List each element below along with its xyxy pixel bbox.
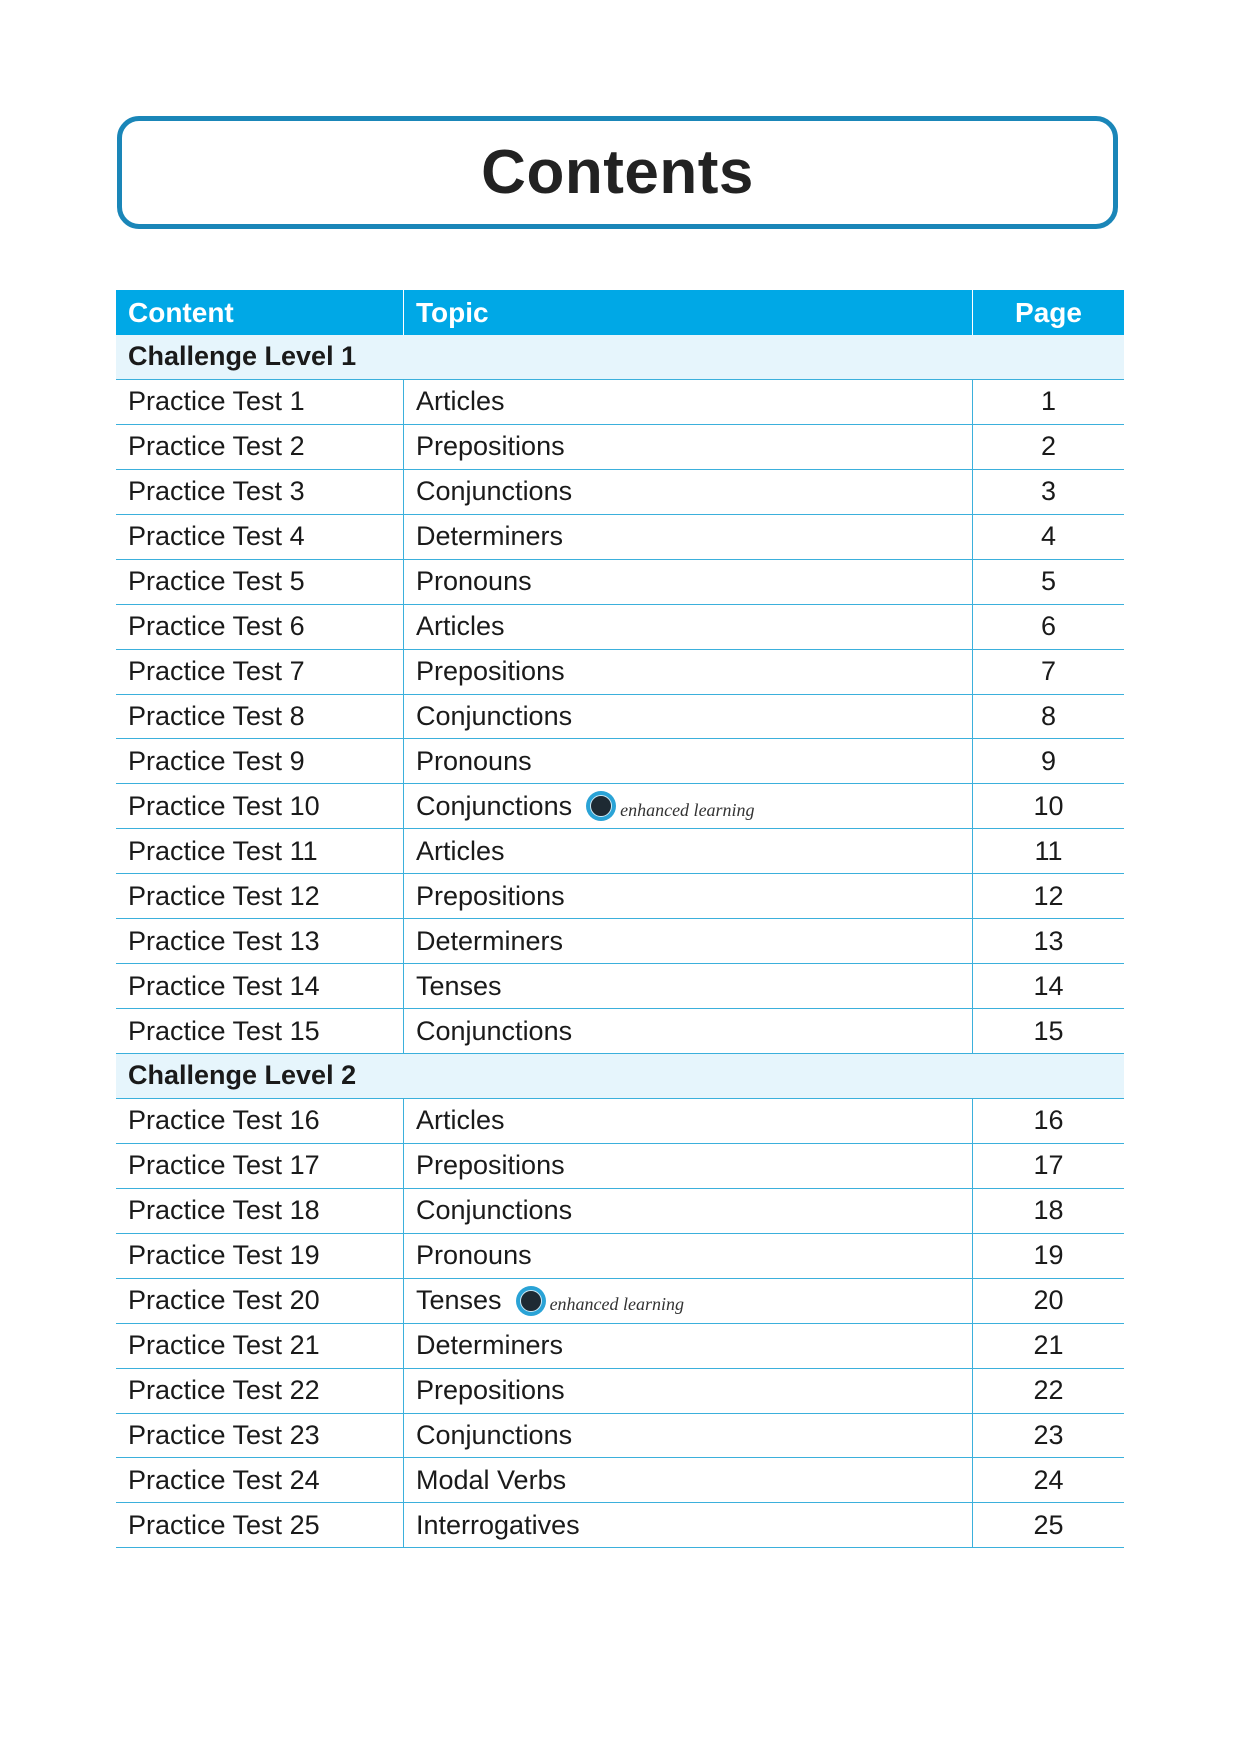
badge-label: enhanced learning bbox=[620, 799, 755, 820]
content-cell: Practice Test 17 bbox=[116, 1144, 404, 1188]
topic-cell bbox=[404, 1279, 973, 1323]
topic-cell bbox=[404, 650, 973, 694]
table-row bbox=[116, 964, 1124, 1009]
topic-cell bbox=[404, 964, 973, 1008]
page-number-cell: 13 bbox=[1033, 925, 1064, 956]
table-row bbox=[116, 874, 1124, 919]
table-body bbox=[116, 335, 1124, 1548]
topic-cell bbox=[404, 1009, 973, 1053]
topic-cell bbox=[404, 919, 973, 963]
page-number-cell: 22 bbox=[1033, 1375, 1064, 1406]
page-number-cell: 4 bbox=[1040, 521, 1057, 552]
page-number-cell: 21 bbox=[1033, 1330, 1064, 1361]
title-box bbox=[117, 116, 1118, 229]
topic-label: Articles bbox=[416, 1105, 505, 1136]
qr-code-icon bbox=[516, 1286, 546, 1316]
page-number-cell: 19 bbox=[1033, 1240, 1064, 1271]
topic-cell bbox=[404, 695, 973, 739]
badge-label: enhanced learning bbox=[549, 1294, 685, 1315]
topic-label: Determiners bbox=[416, 925, 564, 956]
topic-cell bbox=[404, 1099, 973, 1143]
page-number-cell: 10 bbox=[1033, 790, 1064, 821]
section-label: Challenge Level 1 bbox=[128, 341, 357, 372]
header-topic: Topic bbox=[404, 290, 973, 335]
table-row bbox=[116, 1234, 1124, 1279]
content-cell: Practice Test 21 bbox=[116, 1324, 404, 1368]
section-heading bbox=[116, 335, 1124, 380]
table-row bbox=[116, 425, 1124, 470]
contents-table bbox=[116, 290, 1124, 1548]
page-number-cell: 24 bbox=[1033, 1464, 1064, 1495]
topic-cell bbox=[404, 1503, 973, 1547]
topic-cell bbox=[404, 605, 973, 649]
topic-label: Conjunctions bbox=[416, 1015, 573, 1046]
topic-label: Tenses bbox=[416, 970, 502, 1001]
topic-cell bbox=[404, 829, 973, 873]
page-number-cell: 18 bbox=[1033, 1195, 1064, 1226]
topic-label: Articles bbox=[416, 611, 505, 642]
content-cell: Practice Test 4 bbox=[116, 515, 404, 559]
table-row bbox=[116, 1414, 1124, 1459]
topic-label: Pronouns bbox=[416, 1240, 532, 1271]
topic-label: Conjunctions bbox=[416, 476, 573, 507]
content-cell: Practice Test 6 bbox=[116, 605, 404, 649]
section-heading bbox=[116, 1054, 1124, 1099]
topic-label: Pronouns bbox=[416, 745, 532, 776]
content-cell: Practice Test 2 bbox=[116, 425, 404, 469]
topic-label: Tenses bbox=[416, 1285, 502, 1316]
content-cell: Practice Test 23 bbox=[116, 1414, 404, 1458]
table-row bbox=[116, 1324, 1124, 1369]
topic-cell bbox=[404, 1414, 973, 1458]
page-title: Contents bbox=[481, 138, 754, 207]
page-number-cell: 17 bbox=[1033, 1150, 1064, 1181]
page-number-cell: 3 bbox=[1040, 476, 1057, 507]
table-row bbox=[116, 919, 1124, 964]
topic-cell bbox=[404, 874, 973, 918]
content-cell: Practice Test 12 bbox=[116, 874, 404, 918]
topic-cell bbox=[404, 1369, 973, 1413]
table-row bbox=[116, 1144, 1124, 1189]
content-cell: Practice Test 15 bbox=[116, 1009, 404, 1053]
topic-label: Prepositions bbox=[416, 1150, 565, 1181]
page-number-cell: 7 bbox=[1040, 656, 1057, 687]
table-row bbox=[116, 650, 1124, 695]
content-cell: Practice Test 11 bbox=[116, 829, 404, 873]
topic-cell bbox=[404, 1234, 973, 1278]
topic-label: Conjunctions bbox=[416, 1419, 573, 1450]
page-number-cell: 11 bbox=[1034, 835, 1063, 866]
content-cell: Practice Test 24 bbox=[116, 1458, 404, 1502]
content-cell: Practice Test 3 bbox=[116, 470, 404, 514]
topic-cell bbox=[404, 1458, 973, 1502]
table-row bbox=[116, 695, 1124, 740]
page-number-cell: 6 bbox=[1040, 611, 1057, 642]
page-number-cell: 9 bbox=[1040, 745, 1057, 776]
page-number-cell: 16 bbox=[1033, 1105, 1064, 1136]
header-page: Page bbox=[1015, 296, 1082, 328]
table-row bbox=[116, 470, 1124, 515]
qr-code-icon bbox=[586, 791, 616, 821]
topic-cell bbox=[404, 470, 973, 514]
content-cell: Practice Test 9 bbox=[116, 739, 404, 783]
content-cell: Practice Test 8 bbox=[116, 695, 404, 739]
enhanced-learning-badge bbox=[586, 791, 754, 821]
topic-label: Articles bbox=[416, 386, 505, 417]
content-cell: Practice Test 20 bbox=[116, 1279, 404, 1323]
table-row bbox=[116, 560, 1124, 605]
content-cell: Practice Test 19 bbox=[116, 1234, 404, 1278]
table-row bbox=[116, 739, 1124, 784]
content-cell: Practice Test 10 bbox=[116, 784, 404, 828]
topic-cell bbox=[404, 784, 973, 828]
page-number-cell: 1 bbox=[1040, 386, 1057, 417]
table-row bbox=[116, 1503, 1124, 1548]
topic-label: Articles bbox=[416, 835, 505, 866]
table-row bbox=[116, 829, 1124, 874]
page-number-cell: 23 bbox=[1033, 1419, 1064, 1450]
page-number-cell: 25 bbox=[1033, 1509, 1064, 1540]
table-row bbox=[116, 1009, 1124, 1054]
page-number-cell: 8 bbox=[1040, 700, 1057, 731]
topic-label: Conjunctions bbox=[416, 790, 573, 821]
table-row bbox=[116, 1279, 1124, 1324]
topic-label: Prepositions bbox=[416, 656, 565, 687]
content-cell: Practice Test 5 bbox=[116, 560, 404, 604]
table-row bbox=[116, 515, 1124, 560]
topic-cell bbox=[404, 1144, 973, 1188]
header-content: Content bbox=[116, 290, 404, 335]
topic-label: Modal Verbs bbox=[416, 1464, 567, 1495]
content-cell: Practice Test 1 bbox=[116, 380, 404, 424]
topic-label: Pronouns bbox=[416, 566, 532, 597]
topic-label: Prepositions bbox=[416, 880, 565, 911]
content-cell: Practice Test 7 bbox=[116, 650, 404, 694]
section-label: Challenge Level 2 bbox=[128, 1060, 357, 1091]
page-number-cell: 2 bbox=[1040, 431, 1057, 462]
content-cell: Practice Test 14 bbox=[116, 964, 404, 1008]
topic-cell bbox=[404, 560, 973, 604]
content-cell: Practice Test 25 bbox=[116, 1503, 404, 1547]
topic-cell bbox=[404, 1324, 973, 1368]
topic-cell bbox=[404, 515, 973, 559]
table-row bbox=[116, 1458, 1124, 1503]
page-number-cell: 14 bbox=[1033, 970, 1064, 1001]
topic-cell bbox=[404, 425, 973, 469]
topic-label: Determiners bbox=[416, 521, 564, 552]
content-cell: Practice Test 16 bbox=[116, 1099, 404, 1143]
topic-label: Interrogatives bbox=[416, 1509, 580, 1540]
page-number-cell: 12 bbox=[1033, 880, 1064, 911]
table-row bbox=[116, 605, 1124, 650]
table-row bbox=[116, 1369, 1124, 1414]
table-row bbox=[116, 1189, 1124, 1234]
content-cell: Practice Test 13 bbox=[116, 919, 404, 963]
page-number-cell: 5 bbox=[1040, 566, 1057, 597]
page-number-cell: 20 bbox=[1033, 1285, 1064, 1316]
topic-cell bbox=[404, 380, 973, 424]
content-cell: Practice Test 22 bbox=[116, 1369, 404, 1413]
table-row bbox=[116, 380, 1124, 425]
table-header bbox=[116, 290, 1124, 335]
table-row bbox=[116, 1099, 1124, 1144]
table-row bbox=[116, 784, 1124, 829]
enhanced-learning-badge bbox=[516, 1286, 684, 1316]
topic-cell bbox=[404, 739, 973, 783]
topic-cell bbox=[404, 1189, 973, 1233]
topic-label: Prepositions bbox=[416, 431, 565, 462]
topic-label: Prepositions bbox=[416, 1375, 565, 1406]
topic-label: Determiners bbox=[416, 1330, 564, 1361]
topic-label: Conjunctions bbox=[416, 700, 573, 731]
content-cell: Practice Test 18 bbox=[116, 1189, 404, 1233]
topic-label: Conjunctions bbox=[416, 1195, 573, 1226]
page-number-cell: 15 bbox=[1033, 1015, 1064, 1046]
